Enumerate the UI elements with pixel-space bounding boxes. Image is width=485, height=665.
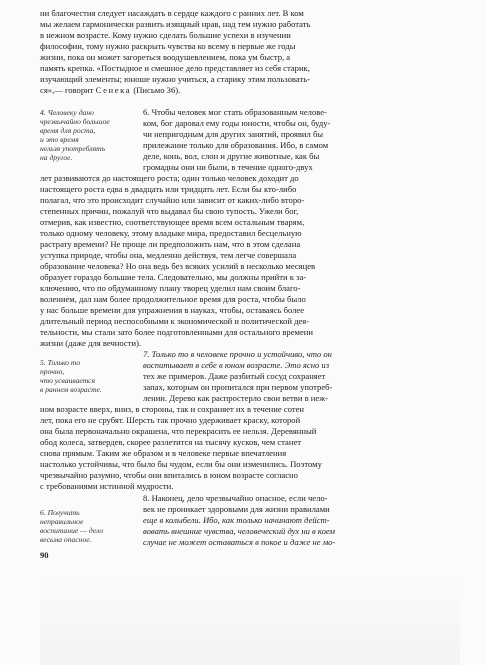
text-line: растрату времени? Не проще ли предположить нам, что в этом сделана xyxy=(40,239,301,249)
text-line: настоящего роста едва в двадцать или тридцать лет. Если бы кто-либо xyxy=(40,184,297,194)
text-line: ком, бог даровал ему годы юности, чтобы он, буду- xyxy=(143,118,331,128)
text-line: ключению, что по обдуманному плану творец уделил нам своим благо- xyxy=(40,283,301,293)
page-number: 90 xyxy=(40,550,49,560)
text-line: чрезвычайно разумно, чтобы они впитались в юном возрасте согласно xyxy=(40,470,298,480)
text-line: воспитывает в себе в юном возрасте. Это ясно из xyxy=(143,360,330,370)
sidenote-6-line: весьма опасное. xyxy=(40,535,92,544)
text-line: тельности, мы стали зато более подготовленными для остального времени xyxy=(40,327,313,337)
text-line: век не проникает здоровыми для жизни правилами xyxy=(143,504,330,514)
text-line: деле, конь, вол, слон и другие животные, как бы xyxy=(143,151,320,161)
text-line: ни благочестия следует насаждать в сердце каждого с ранних лет. В ком xyxy=(40,8,304,18)
text-line: 8. Наконец, дело чрезвычайно опасное, если чело- xyxy=(143,493,328,503)
text-line: философии, тому нужно раскрыть чувства ко всему в первые же годы xyxy=(40,41,296,51)
text-line: в нежном возрасте. Кому нужно сделать большие успехи в изучении xyxy=(40,30,291,40)
text-line: только одному человеку, этому владыке мира, предоставил бесцельную xyxy=(40,228,302,238)
text-line: случае не может оставаться в покое и даже не мо- xyxy=(143,537,336,547)
text-line: вовать внешние чувства, человеческий дух ни в коем xyxy=(143,526,335,536)
text-line: запах, которым он пропитался при первом употреб- xyxy=(143,382,333,392)
text-line: ном возрасте вверх, вниз, в стороны, так и сохраняет их в течение сотен xyxy=(40,404,304,414)
text-line: 7. Только то в человеке прочно и устойчиво, что он xyxy=(143,349,332,359)
text-line: жизни, пока он может загореться воодушевлением, пока ум быстр, а xyxy=(40,52,291,62)
text-line: отмерив, как известно, соответствующее время всем остальным тварям, xyxy=(40,217,305,227)
sidenote-6-line: 6. Получить xyxy=(40,508,80,517)
text-line: 6. Чтобы человек мог стать образованным челове- xyxy=(143,107,327,117)
text-line: еще в колыбели. Ибо, как только начинают дейст- xyxy=(143,515,330,525)
text-line: чи непригодным для других занятий, проявил бы xyxy=(143,129,324,139)
sidenote-5-line: 5. Только то xyxy=(40,358,81,367)
text-line: образует гораздо большие тела. Следовательно, мы должны прийти к за- xyxy=(40,272,307,282)
text-line: настолько устойчивы, что было бы чудом, если бы они изменились. Поэтому xyxy=(40,459,322,469)
sidenote-4-line: на другое. xyxy=(40,153,73,162)
sidenote-4-line: нельзя употреблять xyxy=(40,144,106,153)
sidenote-5-line: что усваивается xyxy=(40,376,96,385)
text-line: уступка природе, чтобы она, медленно действуя, тем легче совершала xyxy=(40,250,297,260)
sidenote-5-line: прочно, xyxy=(40,367,65,376)
text-line: лении. Дерево как распростерло свои ветви в неж- xyxy=(143,393,329,403)
sidenote-4-line: время для роста, xyxy=(40,126,96,135)
sidenote-6-line: воспитание — дело xyxy=(40,526,104,535)
text-line: снова прямым. Таким же образом и в человеке первые впечатления xyxy=(40,448,287,458)
text-line: лет, пока его не срубят. Шерсть так прочно удерживает краску, которой xyxy=(40,415,301,425)
text-line: у нас больше времени для упражнения в науках, чтобы, оставаясь более xyxy=(40,305,305,315)
text-line: с требованиями истинной мудрости. xyxy=(40,481,174,491)
sidenote-4-line: и это время xyxy=(40,135,79,144)
text-line: образование человека? Но она ведь без всяких усилий в несколько месяцев xyxy=(40,261,316,271)
text-line: она была первоначально окрашена, что перекрасить ее нельзя. Деревянный xyxy=(40,426,317,436)
text-line: прилежание только для образования. Ибо, в самом xyxy=(143,140,329,150)
text-line: степенных причин, пожалуй что выдавал бы свою тупость. Ужели бог, xyxy=(40,206,299,216)
sidenote-4-line: 4. Человеку дано xyxy=(40,108,94,117)
text-line: длительный период неспособными к экономической и политической дея- xyxy=(40,316,310,326)
text-line: память крепка. «Постыдное и смешное дело представляет из себя старик, xyxy=(40,63,310,73)
text-line: полагал, что это происходит случайно или зависит от каких-либо второ- xyxy=(40,195,305,205)
text-line: мы желаем гармонически развить изящный нрав, над тем нужно работать xyxy=(40,19,311,29)
text-line: громадны они ни были, в течение одного-двух xyxy=(143,162,313,172)
text-line: изучающий элементы; юноше нужно учиться, а старику этим пользовать- xyxy=(40,74,310,84)
sidenote-4-line: чрезвычайно большое xyxy=(40,117,110,126)
text-line: тех же примеров. Даже разбитый сосуд сохраняет xyxy=(143,371,326,381)
text-line: волением, дал нам более продолжительное время для роста, чтобы было xyxy=(40,294,306,304)
sidenote-5-line: в раннем возрасте. xyxy=(40,385,102,394)
text-line-quote-end: ся»,— говорит Сенека (Письмо 36). xyxy=(40,85,181,95)
text-line: обод колеса, затвердев, скорее разлетится на тысячу кусков, чем станет xyxy=(40,437,302,447)
sidenote-6-line: неправильное xyxy=(40,517,84,526)
text-line: лет развиваются до настоящего роста; один только человек доходит до xyxy=(40,173,299,183)
author-name: Сенека xyxy=(95,85,132,95)
blank-margin xyxy=(40,580,460,665)
text-line: жизни (даже для вечности). xyxy=(40,338,142,348)
